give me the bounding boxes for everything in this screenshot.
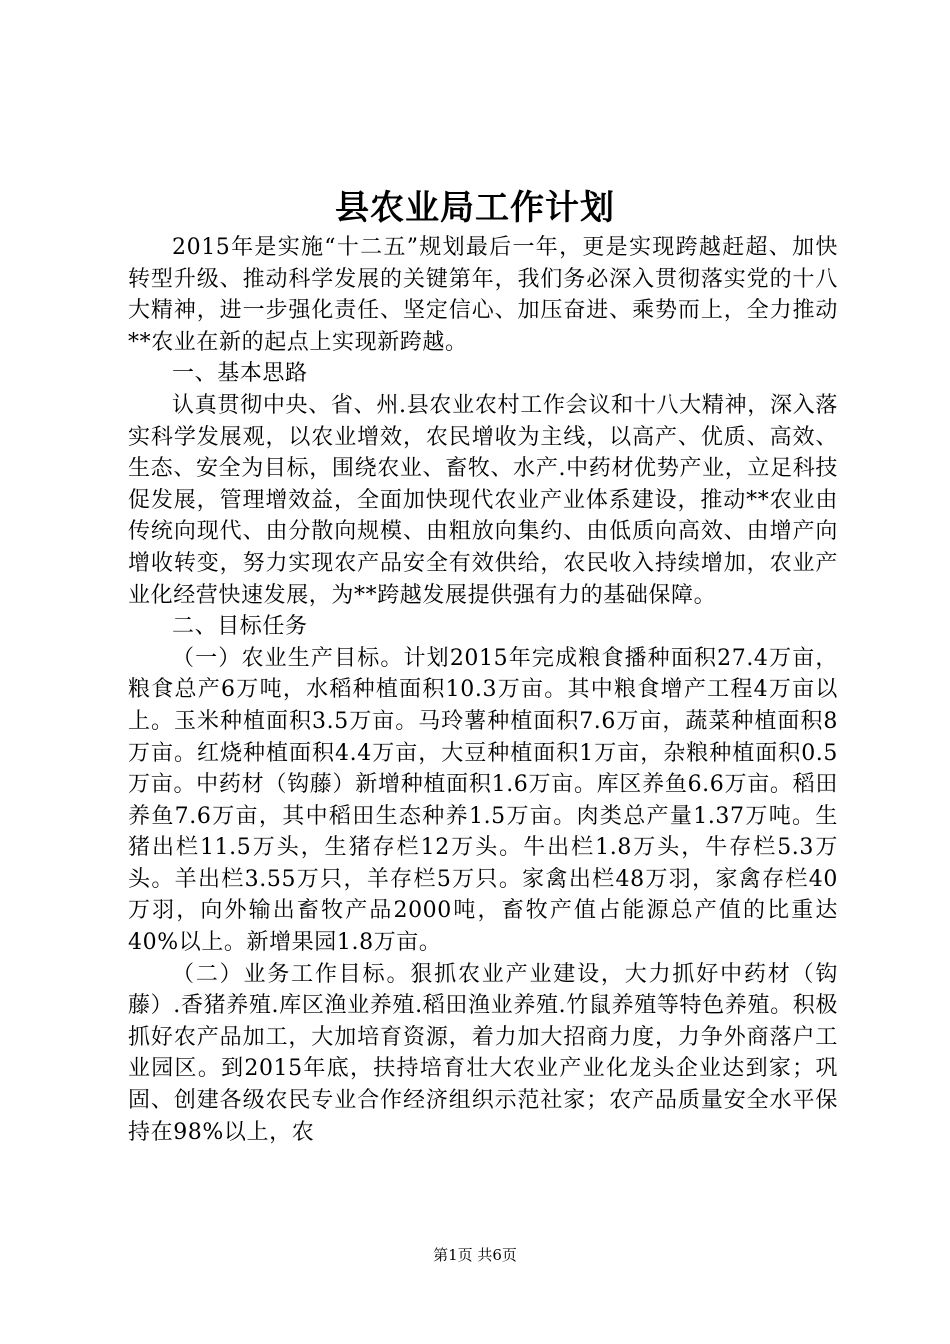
paragraph-basic-idea: 认真贯彻中央、省、州.县农业农村工作会议和十八大精神，深入落实科学发展观，以农业增效，农民增收为主线，以高产、优质、高效、生态、安全为目标，围绕农业、畜牧、水产.中药材优势产业，立足科技促发展，管理增效益，全面加快现代农业产业体系建设，推动**农业由传统向现代、由分散向规模、由粗放向集约、由低质向高效、由增产向增收转变，努力实现农产品安全有效供给，农民收入持续增加，农业产业化经营快速发展，为**跨越发展提供强有力的基础保障。 bbox=[128, 392, 838, 608]
section-heading-basic-idea: 一、基本思路 bbox=[172, 361, 308, 387]
document-body bbox=[128, 232, 838, 1148]
document-title: 县农业局工作计划 bbox=[335, 188, 615, 228]
page-number-footer: 第1页 共6页 bbox=[433, 1246, 517, 1264]
paragraph-business-targets: （二）业务工作目标。狠抓农业产业建设，大力抓好中药材（钩藤）.香猪养殖.库区渔业养殖.稻田渔业养殖.竹鼠养殖等特色养殖。积极抓好农产品加工，大加培育资源，着力加大招商力度，力争外商落户工业园区。到2015年底，扶持培育壮大农业产业化龙头企业达到家；巩固、创建各级农民专业合作经济组织示范社家；农产品质量安全水平保持在98%以上，农 bbox=[128, 961, 838, 1145]
section-heading-targets: 二、目标任务 bbox=[172, 614, 308, 640]
paragraph-production-targets: （一）农业生产目标。计划2015年完成粮食播种面积27.4万亩，粮食总产6万吨，水稻种植面积10.3万亩。其中粮食增产工程4万亩以上。玉米种植面积3.5万亩。马玲薯种植面积7.6万亩，蔬菜种植面积8万亩。红烧种植面积4.4万亩，大豆种植面积1万亩，杂粮种植面积0.5万亩。中药材（钩藤）新增种植面积1.6万亩。库区养鱼6.6万亩。稻田养鱼7.6万亩，其中稻田生态种养1.5万亩。肉类总产量1.37万吨。生猪出栏11.5万头，生猪存栏12万头。牛出栏1.8万头，牛存栏5.3万头。羊出栏3.55万只，羊存栏5万只。家禽出栏48万羽，家禽存栏40万羽，向外输出畜牧产品2000吨，畜牧产值占能源总产值的比重达40%以上。新增果园1.8万亩。 bbox=[128, 645, 838, 956]
paragraph-intro: 2015年是实施“十二五”规划最后一年，更是实现跨越赶超、加快转型升级、推动科学发展的关键第年，我们务必深入贯彻落实党的十八大精神，进一步强化责任、坚定信心、加压奋进、乘势而上，全力推动**农业在新的起点上实现新跨越。 bbox=[128, 235, 838, 355]
